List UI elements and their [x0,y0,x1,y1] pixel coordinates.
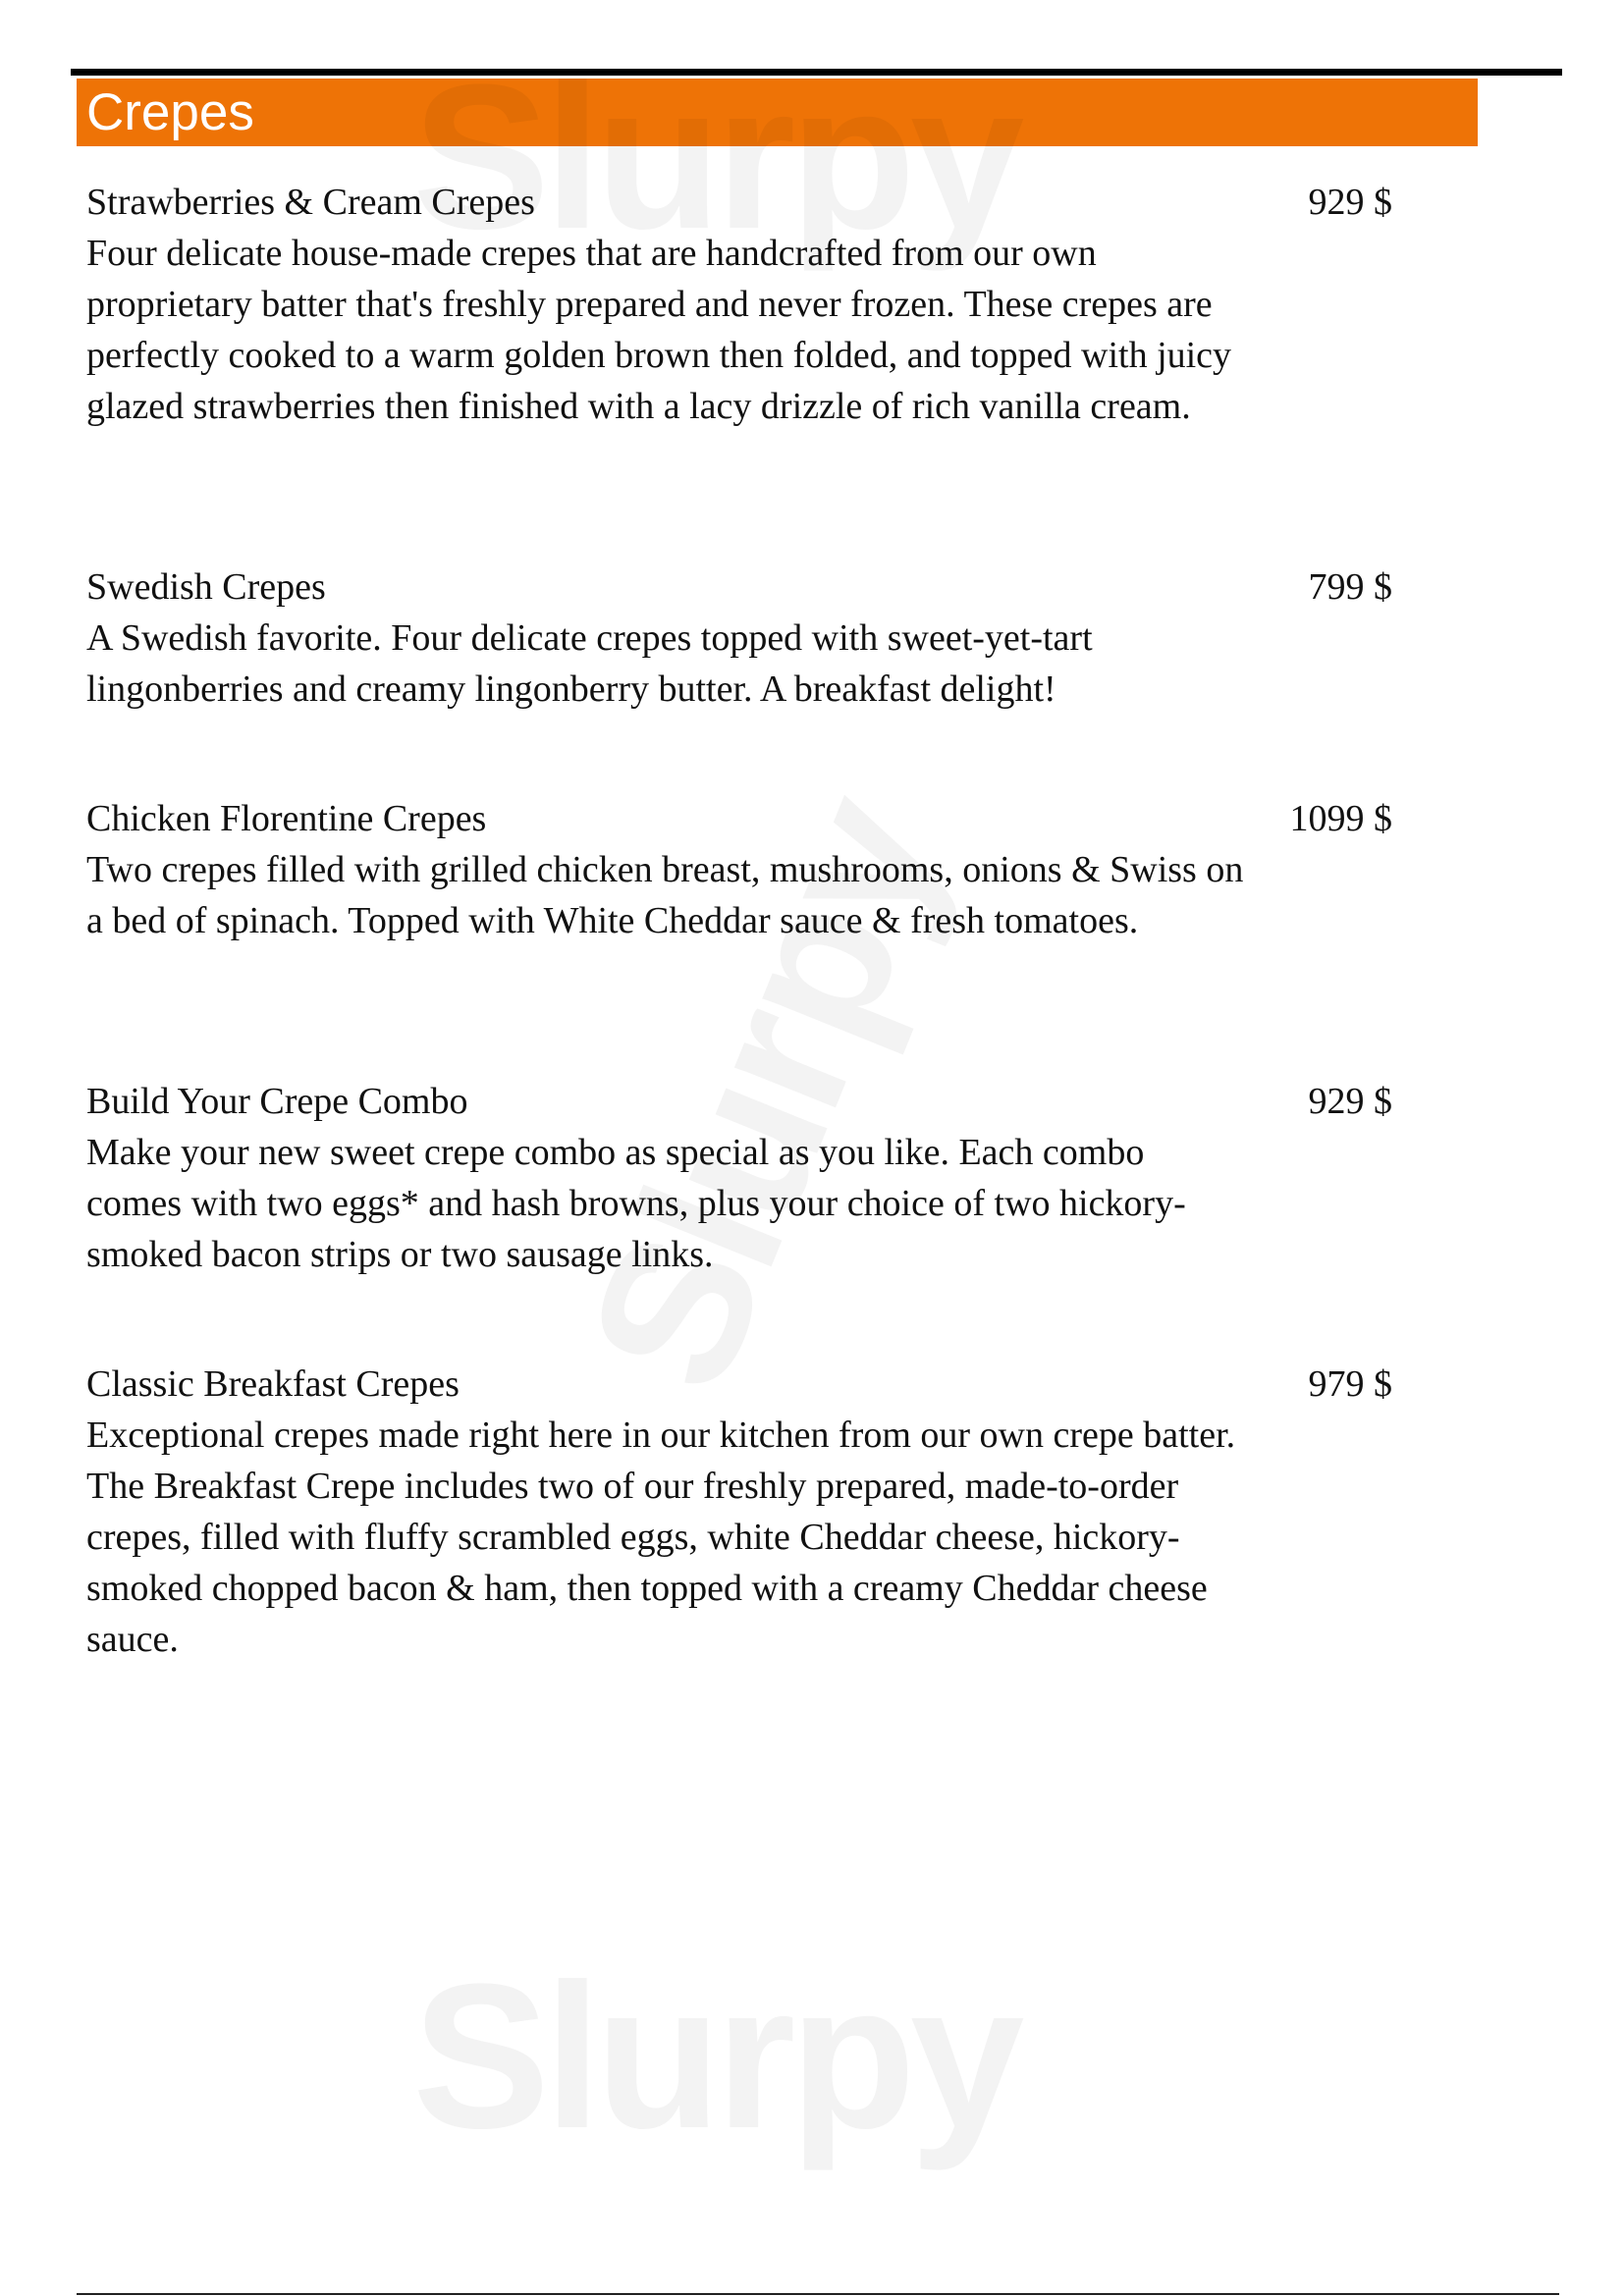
menu-item-name: Swedish Crepes [86,566,326,608]
top-divider [71,69,1562,76]
section-title: Crepes [86,83,254,141]
menu-item [86,177,1392,432]
menu-item-name: Chicken Florentine Crepes [86,798,487,839]
section-header [77,79,1478,146]
menu-item-price: 929 $ [1308,1081,1392,1122]
menu-item-name: Classic Breakfast Crepes [86,1363,460,1405]
menu-item-description: Make your new sweet crepe combo as special as you like. Each combo comes with two eggs* and hash browns, plus your choice of two hickory-smoked bacon strips or two sausage links. [86,1132,1186,1275]
menu-item-name: Build Your Crepe Combo [86,1081,468,1122]
menu-item-name: Strawberries & Cream Crepes [86,182,535,223]
menu-item-description: Exceptional crepes made right here in our kitchen from our own crepe batter. The Breakfast Crepe includes two of our freshly prepared, made-to-order crepes, filled with fluffy scrambled eggs, white Cheddar cheese, hickory-smoked chopped bacon & ham, then topped with a creamy Cheddar cheese sauce. [86,1415,1236,1660]
watermark-logo [412,1953,1018,2160]
bottom-divider [77,2293,1559,2295]
menu-item [86,793,1392,946]
menu-item [86,1359,1392,1665]
menu-item-price: 799 $ [1308,566,1392,608]
menu-item-price: 1099 $ [1289,798,1392,839]
menu-item [86,561,1392,715]
menu-item-description: Four delicate house-made crepes that are handcrafted from our own proprietary batter that's freshly prepared and never frozen. These crepes are perfectly cooked to a warm golden brown then folded, and topped with juicy glazed strawberries then finished with a lacy drizzle of rich vanilla cream. [86,233,1232,427]
menu-item-description: A Swedish favorite. Four delicate crepes topped with sweet-yet-tart lingonberries and creamy lingonberry butter. A breakfast delight! [86,617,1093,710]
menu-item-description: Two crepes filled with grilled chicken breast, mushrooms, onions & Swiss on a bed of spinach. Topped with White Cheddar sauce & fresh tomatoes. [86,849,1244,941]
menu-item-price: 979 $ [1308,1363,1392,1405]
menu-item-price: 929 $ [1308,182,1392,223]
menu-item [86,1076,1392,1280]
